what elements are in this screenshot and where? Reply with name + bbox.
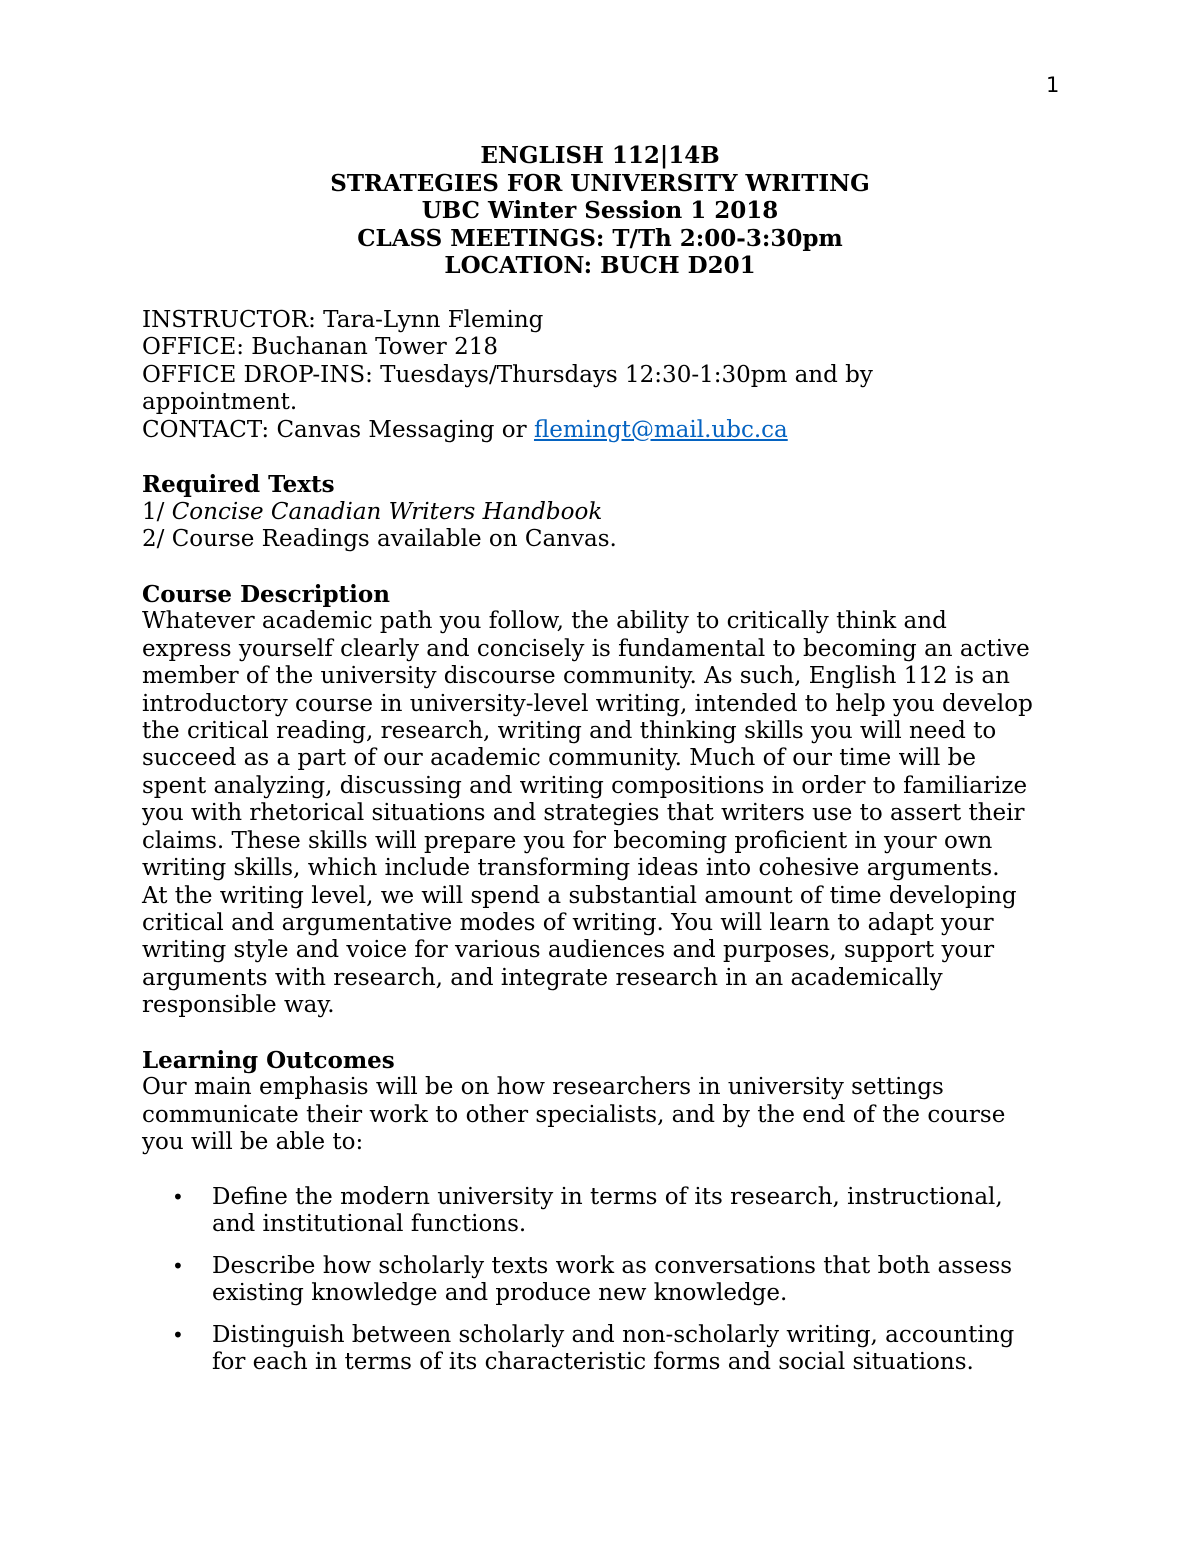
paragraph-line: spent analyzing, discussing and writing compositions in order to familiarize bbox=[142, 772, 1028, 799]
list-item bbox=[142, 1322, 1062, 1377]
bullet-icon: • bbox=[172, 1253, 184, 1278]
paragraph-line: critical and argumentative modes of writing. You will learn to adapt your bbox=[142, 909, 994, 936]
paragraph-line: responsible way. bbox=[142, 992, 335, 1019]
paragraph-line: At the writing level, we will spend a substantial amount of time developing bbox=[142, 882, 1017, 909]
class-meetings: CLASS MEETINGS: T/Th 2:00-3:30pm bbox=[357, 224, 843, 252]
list-item bbox=[142, 1253, 1062, 1308]
paragraph-line: arguments with research, and integrate research in an academically bbox=[142, 964, 943, 991]
contact-email-link[interactable]: flemingt@mail.ubc.ca bbox=[533, 416, 788, 443]
paragraph-line: introductory course in university-level writing, intended to help you develop bbox=[142, 690, 1033, 717]
list-item-line: and institutional functions. bbox=[212, 1211, 527, 1238]
page-number: 1 bbox=[1046, 73, 1060, 97]
course-title: STRATEGIES FOR UNIVERSITY WRITING bbox=[330, 169, 870, 197]
paragraph-line: succeed as a part of our academic community. Much of our time will be bbox=[142, 745, 976, 772]
learning-outcomes-list bbox=[142, 1184, 1062, 1376]
course-code: ENGLISH 112|14B bbox=[480, 142, 720, 169]
required-text-1-title: Concise Canadian Writers Handbook bbox=[171, 498, 603, 525]
paragraph-line: claims. These skills will prepare you for becoming proficient in your own bbox=[142, 827, 993, 854]
paragraph-line: you with rhetorical situations and strategies that writers use to assert their bbox=[142, 800, 1025, 827]
required-texts-heading: Required Texts bbox=[142, 471, 335, 499]
list-item-line: existing knowledge and produce new knowledge. bbox=[212, 1280, 788, 1307]
list-item bbox=[142, 1184, 1062, 1239]
paragraph-line: express yourself clearly and concisely is fundamental to becoming an active bbox=[142, 635, 1030, 662]
learning-outcomes-intro bbox=[142, 1074, 1062, 1156]
contact-line bbox=[142, 417, 1062, 444]
paragraph-line: Whatever academic path you follow, the ability to critically think and bbox=[142, 608, 947, 635]
list-item-line: Distinguish between scholarly and non-scholarly writing, accounting bbox=[212, 1321, 1015, 1348]
bullet-icon: • bbox=[172, 1184, 184, 1209]
bullet-icon: • bbox=[172, 1322, 184, 1347]
required-text-1-prefix: 1/ bbox=[142, 498, 172, 525]
location: LOCATION: BUCH D201 bbox=[444, 252, 756, 279]
paragraph-line: Our main emphasis will be on how researchers in university settings bbox=[142, 1074, 944, 1101]
course-description-heading: Course Description bbox=[142, 581, 390, 609]
paragraph-line: the critical reading, research, writing and thinking skills you will need to bbox=[142, 718, 997, 745]
learning-outcomes-heading: Learning Outcomes bbox=[142, 1046, 395, 1074]
list-item-line: Describe how scholarly texts work as conversations that both assess bbox=[212, 1252, 1013, 1279]
paragraph-line: writing skills, which include transforming ideas into cohesive arguments. bbox=[142, 855, 1000, 882]
document-body bbox=[142, 307, 1062, 1390]
paragraph-line: communicate their work to other specialists, and by the end of the course bbox=[142, 1101, 1006, 1128]
course-header bbox=[0, 142, 1200, 280]
course-description-text bbox=[142, 608, 1062, 1019]
paragraph-line: member of the university discourse community. As such, English 112 is an bbox=[142, 663, 1010, 690]
required-text-1 bbox=[142, 499, 1062, 526]
list-item-line: for each in terms of its characteristic forms and social situations. bbox=[212, 1348, 974, 1375]
list-item-line: Define the modern university in terms of its research, instructional, bbox=[212, 1183, 1003, 1210]
office-line: OFFICE: Buchanan Tower 218 bbox=[142, 334, 498, 361]
paragraph-line: you will be able to: bbox=[142, 1129, 364, 1156]
office-dropins-line-cont: appointment. bbox=[142, 389, 298, 416]
session: UBC Winter Session 1 2018 bbox=[421, 197, 779, 224]
contact-label: CONTACT: Canvas Messaging or bbox=[142, 416, 534, 443]
required-text-2: 2/ Course Readings available on Canvas. bbox=[142, 526, 617, 553]
office-dropins-line: OFFICE DROP-INS: Tuesdays/Thursdays 12:30-1:30pm and by bbox=[142, 361, 873, 388]
paragraph-line: writing style and voice for various audiences and purposes, support your bbox=[142, 937, 995, 964]
instructor-line: INSTRUCTOR: Tara-Lynn Fleming bbox=[142, 307, 544, 333]
